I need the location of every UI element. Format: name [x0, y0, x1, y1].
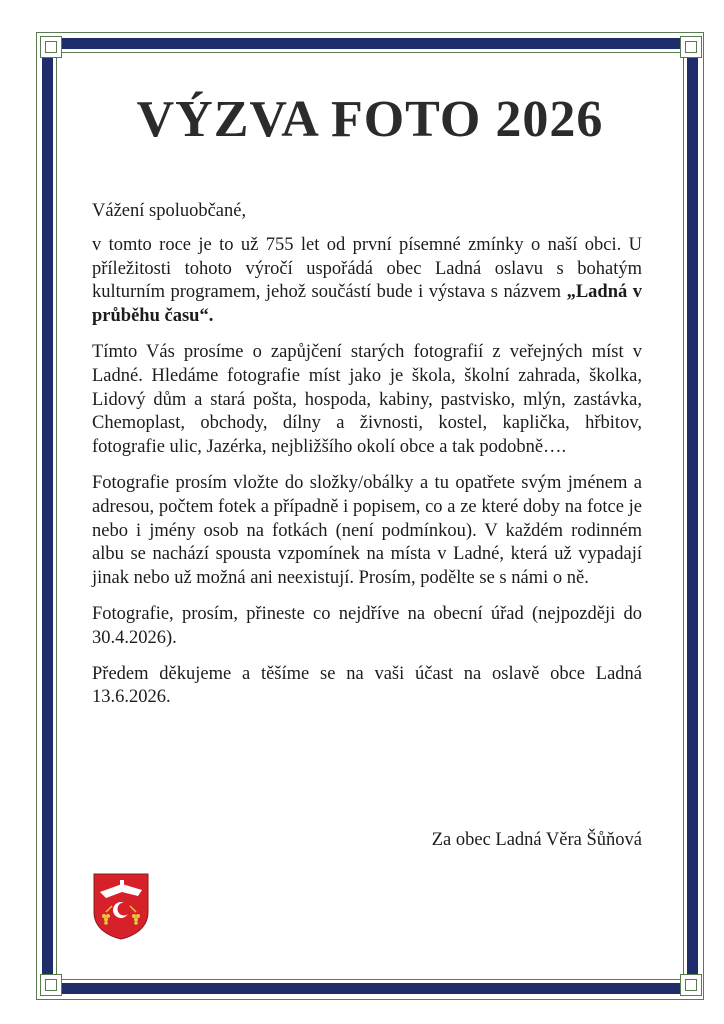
paragraph-instructions: Fotografie prosím vložte do složky/obálky a tu opatřete svým jménem a adresou, počtem fotek a případně i popisem, co a ze které doby na fotce je nebo i jmény osob na fotkách (není podmínkou). V každém rodinném albu se nachází spousta vzpomínek na místa v Ladné, která už vypadají jinak nebo už možná ani neexistují. Prosím, podělte se s námi o ně.: [92, 472, 642, 589]
frame-corner-bottom-right: [680, 974, 702, 996]
frame-corner-bottom-left: [40, 974, 62, 996]
signature: Za obec Ladná Věra Šůňová: [431, 830, 642, 850]
paragraph-intro-text: v tomto roce je to už 755 let od první písemné zmínky o naší obci. U příležitosti tohoto výročí uspořádá obec Ladná oslavu s bohatým kulturním programem, jehož součástí bude i výstava s názvem: [92, 234, 642, 303]
page-title: VÝZVA FOTO 2026: [136, 91, 604, 148]
exhibition-name: „Ladná v průběhu času“.: [92, 282, 642, 327]
frame-corner-top-left: [40, 36, 62, 58]
greeting: Vážení spoluobčané,: [92, 201, 247, 221]
paragraph-thanks: Předem děkujeme a těšíme se na vaši účast na oslavě obce Ladná 13.6.2026.: [92, 663, 642, 708]
letter-body: [92, 200, 642, 722]
paragraph-intro: [92, 234, 642, 329]
paragraph-request: Tímto Vás prosíme o zapůjčení starých fotografií z veřejných míst v Ladné. Hledáme fotografie míst jako je škola, školní zahrada, školka, Lidový dům a stará pošta, hospoda, kabiny, pastvisko, mlýn, zastávka, Chemoplast, obchody, dílny a živnosti, kostel, kaplička, hřbitov, fotografie ulic, Jazérka, nejbližšího okolí obce a tak podobně….: [92, 341, 642, 458]
frame-corner-top-right: [680, 36, 702, 58]
paragraph-deadline: Fotografie, prosím, přineste co nejdříve na obecní úřad (nejpozději do 30.4.2026).: [92, 603, 642, 648]
coat-of-arms-icon: [92, 872, 150, 940]
